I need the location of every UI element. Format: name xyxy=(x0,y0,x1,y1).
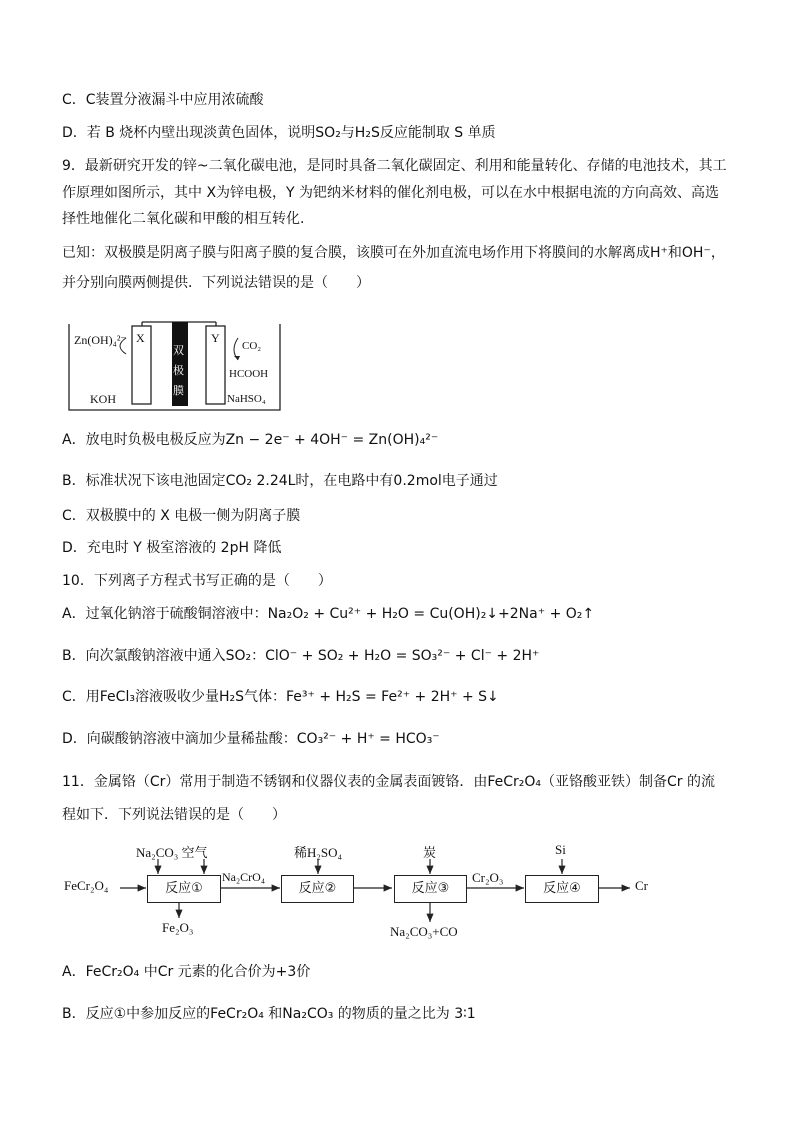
mid1-label: Na₂CrO₄ xyxy=(222,870,266,884)
electrode-x-label: X xyxy=(136,331,145,345)
cell-diagram xyxy=(66,316,286,416)
q9-line5: 并分别向膜两侧提供．下列说法错误的是（ ） xyxy=(62,275,370,291)
q10-option-d: D．向碳酸钠溶液中滴加少量稀盐酸：CO₃²⁻ + H⁺ = HCO₃⁻ xyxy=(62,731,440,747)
q11-option-b: B．反应①中参加反应的FeCr₂O₄ 和Na₂CO₃ 的物质的量之比为 3∶1 xyxy=(62,1006,476,1022)
q10-option-c: C．用FeCl₃溶液吸收少量H₂S气体：Fe³⁺ + H₂S = Fe²⁺ + 2H⁺ + S↓ xyxy=(62,689,499,705)
q9-line3: 择性地催化二氧化碳和甲酸的相互转化. xyxy=(62,211,305,227)
q9-line4: 已知：双极膜是阴离子膜与阳离子膜的复合膜，该膜可在外加直流电场作用下将膜间的水解离成H⁺和OH⁻， xyxy=(62,245,725,261)
zn-oh-label: Zn(OH)₄²⁻ xyxy=(74,333,127,347)
option-d-prev: D．若 B 烧杯内壁出现淡黄色固体，说明SO₂与H₂S反应能制取 S 单质 xyxy=(62,125,496,141)
q9-line1: 9．最新研究开发的锌~二氧化碳电池，是同时具备二氧化碳固定、利用和能量转化、存储的电池技术，其工 xyxy=(62,158,727,174)
electrode-y-label: Y xyxy=(211,331,220,345)
r2-input-label: 稀H₂SO₄ xyxy=(294,845,343,860)
mid3-label: Cr₂O₃ xyxy=(472,870,504,885)
membrane-char-3: 膜 xyxy=(173,384,184,397)
nahso4-label: NaHSO₄ xyxy=(227,393,266,405)
r3-input-label: 炭 xyxy=(423,846,437,861)
r4-input-label: Si xyxy=(555,842,566,857)
q10-option-a: A．过氧化钠溶于硫酸铜溶液中：Na₂O₂ + Cu²⁺ + H₂O = Cu(OH)₂↓+2Na⁺ + O₂↑ xyxy=(62,606,595,622)
flow-input-label: FeCr₂O₄ xyxy=(64,878,109,893)
r3-output-down-label: Na₂CO₃+CO xyxy=(390,924,458,939)
q10-option-b: B．向次氯酸钠溶液中通入SO₂：ClO⁻ + SO₂ + H₂O = SO₃²⁻ + Cl⁻ + 2H⁺ xyxy=(62,648,540,664)
reaction-1-box: 反应① xyxy=(147,875,221,903)
r1-input-label: Na₂CO₃ 空气 xyxy=(136,845,208,860)
q9-option-c: C．双极膜中的 X 电极一侧为阴离子膜 xyxy=(62,508,301,524)
q9-option-d: D．充电时 Y 极室溶液的 2pH 降低 xyxy=(62,540,282,556)
process-flowchart xyxy=(62,840,662,945)
q11-line1: 11．金属铬（Cr）常用于制造不锈钢和仪器仪表的金属表面镀铬．由FeCr₂O₄（亚铬酸亚铁）制备Cr 的流 xyxy=(62,774,716,790)
membrane-char-2: 极 xyxy=(173,364,184,377)
q9-option-a: A．放电时负极电极反应为Zn − 2e⁻ + 4OH⁻ = Zn(OH)₄²⁻ xyxy=(62,432,439,448)
reaction-2-box: 反应② xyxy=(281,875,354,903)
reaction-3-box: 反应③ xyxy=(394,875,467,903)
reaction-4-box: 反应④ xyxy=(525,875,599,903)
q11-option-a: A．FeCr₂O₄ 中Cr 元素的化合价为+3价 xyxy=(62,964,311,980)
koh-label: KOH xyxy=(90,392,116,406)
option-c-prev: C．C装置分液漏斗中应用浓硫酸 xyxy=(62,92,264,108)
membrane-char-1: 双 xyxy=(173,344,184,357)
r1-output-down-label: Fe₂O₃ xyxy=(162,920,194,935)
flow-output-label: Cr xyxy=(635,878,648,893)
co2-label: CO₂ xyxy=(242,340,262,352)
q9-line2: 作原理如图所示，其中 X为锌电极，Y 为钯纳米材料的催化剂电极，可以在水中根据电流的方向高效、高选 xyxy=(62,185,720,201)
q10-stem: 10．下列离子方程式书写正确的是（ ） xyxy=(62,573,332,589)
hcooh-label: HCOOH xyxy=(229,368,269,380)
q11-line2: 程如下．下列说法错误的是（ ） xyxy=(62,807,286,823)
q9-option-b: B．标准状况下该电池固定CO₂ 2.24L时，在电路中有0.2mol电子通过 xyxy=(62,473,498,489)
